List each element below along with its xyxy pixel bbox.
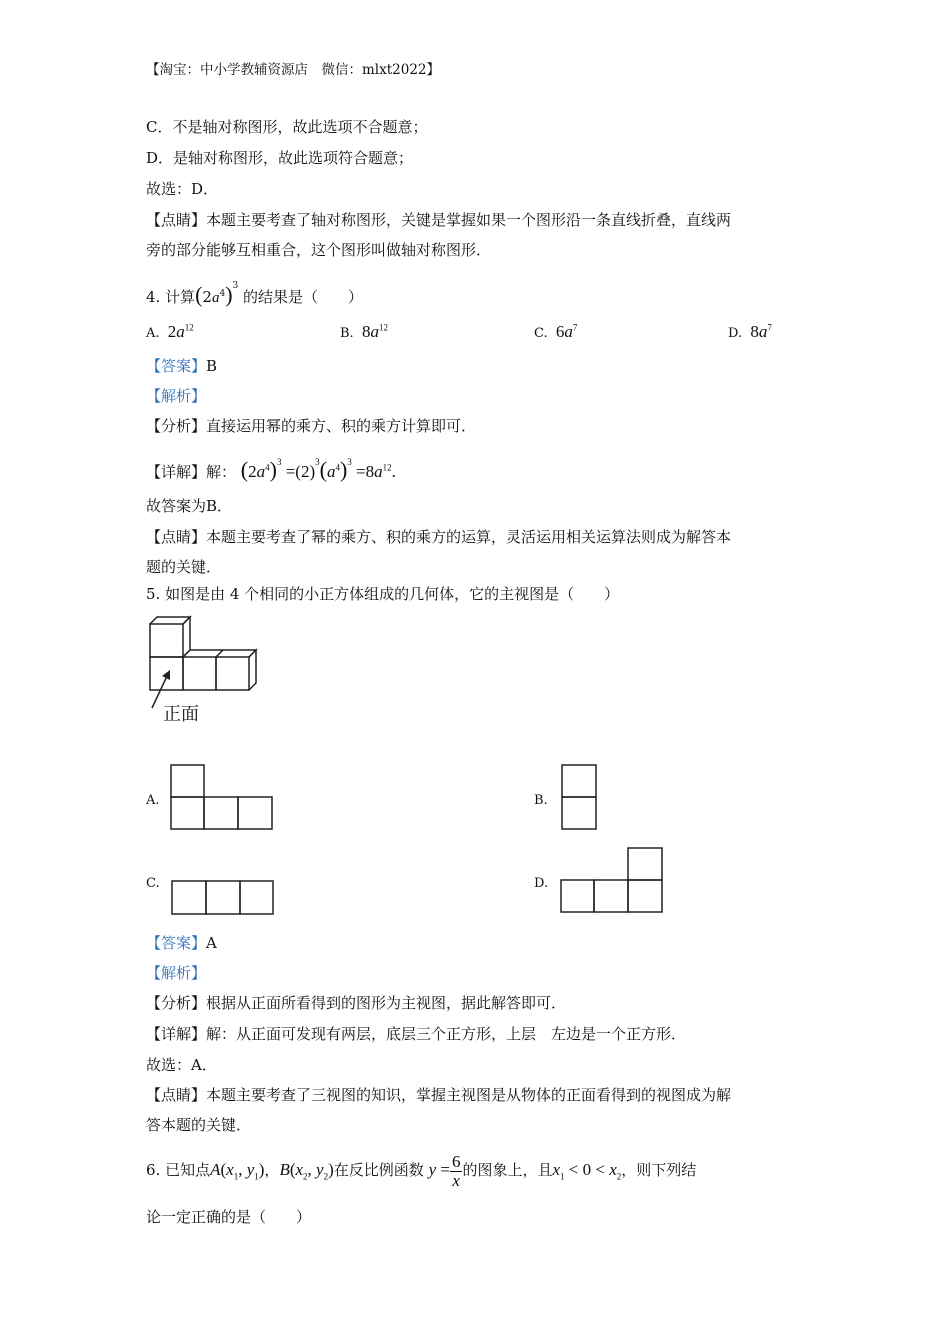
q4-conclusion: 故答案为B． <box>146 497 233 515</box>
q5-fenxi: 【分析】根据从正面所看得到的图形为主视图，据此解答即可． <box>146 994 567 1012</box>
q3-comment-line1: 【点睛】本题主要考查了轴对称图形，关键是掌握如果一个图形沿一条直线折叠，直线两 <box>146 211 732 229</box>
q4-prefix: 4. 计算 <box>146 288 196 306</box>
q4-option-b: B. $8a^{12}$ <box>340 322 388 341</box>
q5-analysis-label: 【解析】 <box>146 964 207 982</box>
q5-option-a-figure <box>170 764 275 831</box>
q5-option-c-label: C. <box>146 876 160 891</box>
q4-suffix: 的结果是（ ） <box>243 288 364 306</box>
q4-fenxi: 【分析】直接运用幂的乘方、积的乘方计算即可． <box>146 417 477 435</box>
front-label: 正面 <box>163 704 199 725</box>
q6-stem: 6. 已知点$A(x_1$, $y_1$)，$B(x_2$, $y_2$)在反比例函数 y = $\frac{6}{x}$ 的图象上，且$x_1 < 0 < x_2$，则下列结 <box>146 1151 697 1190</box>
q5-detail: 【详解】解：从正面可发现有两层，底层三个正方形，上层 左边是一个正方形． <box>146 1025 687 1043</box>
q4-option-d: D. $8a^7$ <box>728 322 772 341</box>
option-c-explanation: C．不是轴对称图形，故此选项不合题意； <box>146 118 428 136</box>
q5-option-d-figure <box>560 847 665 914</box>
q5-answer: 【答案】A <box>146 934 217 952</box>
q4-comment-line2: 题的关键． <box>146 558 222 576</box>
q4-detail-equation: $(2a^4)^3 =(2)^3(a^4)^3 =8a^{12}$. <box>240 457 396 482</box>
page-header: 【淘宝：中小学教辅资源店 微信：mlxt2022】 <box>146 62 441 78</box>
q4-expression: $(2a^4)^3$ <box>195 281 239 307</box>
q5-option-b-figure <box>561 764 599 831</box>
q4-option-a: A. $2a^{12}$ <box>146 322 194 341</box>
cube-figure <box>140 612 270 732</box>
q5-comment-line1: 【点睛】本题主要考查了三视图的知识，掌握主视图是从物体的正面看得到的视图成为解 <box>146 1086 732 1104</box>
q4-option-c: C. $6a^7$ <box>534 322 578 341</box>
q4-stem <box>146 276 363 308</box>
q5-option-d-label: D. <box>534 876 549 891</box>
q5-comment-line2: 答本题的关键． <box>146 1116 252 1134</box>
q3-conclusion: 故选：D． <box>146 180 219 198</box>
q4-analysis-label: 【解析】 <box>146 387 207 405</box>
q5-option-c-figure <box>171 880 276 916</box>
q5-option-a-label: A. <box>146 793 160 808</box>
q4-detail: 【详解】解： $(2a^4)^3 =(2)^3(a^4)^3 =8a^{12}$. <box>146 457 396 482</box>
q4-answer: 【答案】B <box>146 357 218 375</box>
q5-conclusion: 故选：A． <box>146 1056 217 1074</box>
q4-comment-line1: 【点睛】本题主要考查了幂的乘方、积的乘方的运算，灵活运用相关运算法则成为解答本 <box>146 528 732 546</box>
q5-stem: 5. 如图是由 4 个相同的小正方体组成的几何体，它的主视图是（ ） <box>146 585 620 603</box>
q3-comment-line2: 旁的部分能够互相重合，这个图形叫做轴对称图形． <box>146 241 492 259</box>
q5-option-b-label: B. <box>534 793 548 808</box>
option-d-explanation: D．是轴对称图形，故此选项符合题意； <box>146 149 414 167</box>
q6-stem-line2: 论一定正确的是（ ） <box>146 1208 312 1226</box>
q6-fraction: $\frac{6}{x}$ <box>451 1151 461 1190</box>
